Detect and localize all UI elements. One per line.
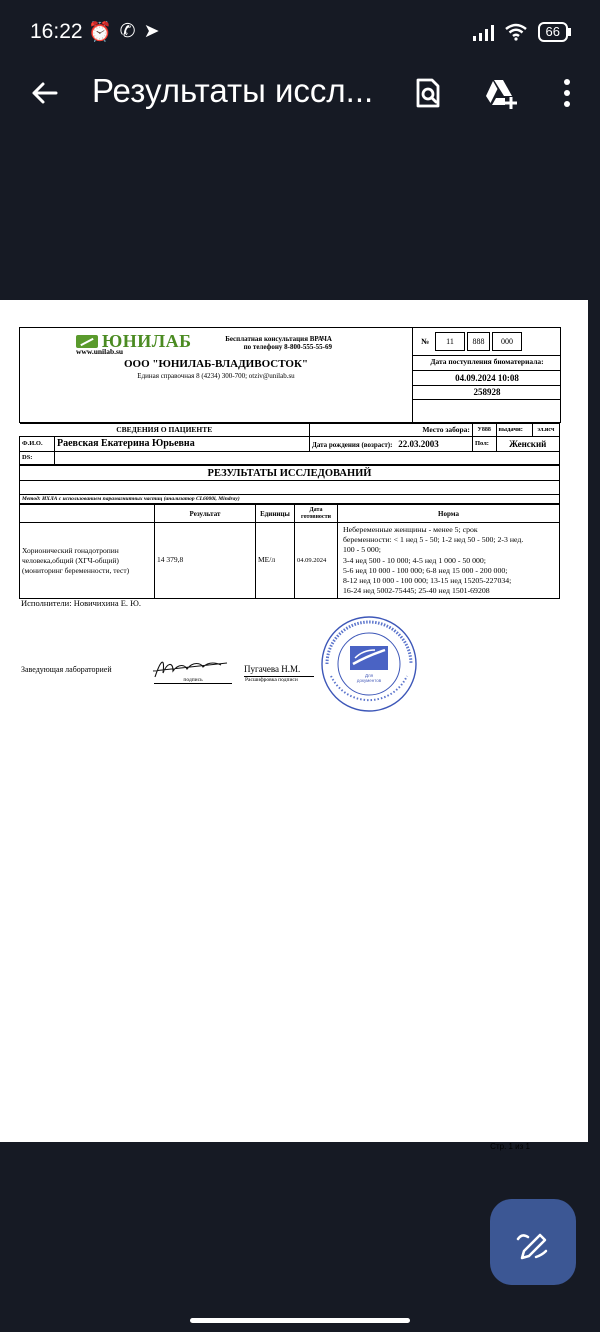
test-result: 14 379,8 [155,523,256,599]
performers: Исполнители: Новичихина Е. Ю. [21,598,142,608]
consult-line-2: по телефону 8-800-555-55-69 [243,343,332,352]
norm-line: беременности: < 1 нед 5 - 50; 1-2 нед 50 - 500; 2-3 нед. [343,535,524,545]
method-line: Метод: ИХЛА с использованием парамагнитных частиц (анализатор CL6000i, Mindray) [19,495,560,504]
norm-line: 16-24 нед 5002-75445; 25-40 нед 1501-69208 [343,585,490,595]
col-ready-line1: Дата [309,507,323,513]
document-page [0,300,588,1151]
place-label: Место забора: [310,424,473,437]
more-options-icon[interactable] [550,76,584,110]
wifi-icon [504,23,528,41]
website: www.unilab.su [76,347,124,356]
norm-line: 8-12 нед 10 000 - 100 000; 13-15 нед 15205-227034; [343,575,512,585]
alarm-icon: ⏰ [88,22,112,43]
signer-caption: Расшифровка подписи [245,677,298,683]
col-ready [295,505,338,523]
consult-info [206,335,332,351]
telegram-icon: ➤ [143,21,160,42]
col-ready-line2: готовности [301,513,331,520]
received-label: Дата поступления биоматериала: [430,357,544,366]
clock: 16:22 [30,20,83,43]
head-lab-label: Заведующая лабораторией [21,665,112,674]
dob-value: 22.03.2003 [398,438,439,449]
test-date: 04.09.2024 [295,523,338,599]
signer-name: Пугачева Н.М. [244,664,301,674]
test-norm [338,523,560,599]
sample-barcode: 258928 [413,385,561,400]
results-title: РЕЗУЛЬТАТЫ ИССЛЕДОВАНИЙ [19,465,560,481]
table-row [20,523,560,599]
notification-icons [88,20,160,44]
svg-text:документов: документов [356,678,382,683]
norm-line: 5-6 нед 10 000 - 100 000; 6-8 нед 15 000 - 200 000; [343,565,508,575]
phone-line: Единая справочная 8 (4234) 300-700; otziv@unilab.su [137,372,295,380]
consult-line-1: Бесплатная консультация ВРАЧА [225,335,332,343]
sex-value: Женский [496,437,560,452]
test-name: Хорионический гонадотропин человека,общий (ХГЧ-общий) (мониторинг беременности, тест) [20,523,155,599]
results-table [19,504,560,599]
find-in-document-icon[interactable] [411,76,445,110]
page-number: Стр. 1 из 1 [490,1142,530,1151]
col-result: Результат [155,505,256,523]
org-name: ООО "ЮНИЛАБ-ВЛАДИВОСТОК" [123,358,309,370]
issue-label: выдачи: [496,424,532,437]
patient-table [19,423,560,465]
document-title: Результаты иссл... [92,72,374,109]
col-test [20,505,155,523]
fio-value: Раевская Екатерина Юрьевна [55,437,310,452]
test-units: МЕ/л [256,523,295,599]
received-date: 04.09.2024 10:08 [413,370,561,386]
order-number-1: 11 [435,332,465,351]
signature-caption: подпись [183,677,203,683]
fio-label: Ф.И.О. [20,437,55,452]
signal-icon [473,23,494,41]
blank-row [19,481,560,495]
number-label: № [421,337,430,346]
norm-line: 100 - 5 000; [343,545,381,555]
col-units: Единицы [256,505,295,523]
order-info [412,327,561,423]
ds-value [55,451,560,464]
ds-label: DS: [20,451,55,464]
norm-line: Небеременные женщины - менее 5; срок [343,525,478,535]
phone-icon: ✆ [119,21,136,42]
home-indicator[interactable] [190,1318,410,1323]
sex-label: Пол: [472,437,496,452]
dob-label: Дата рождения (возраст): [312,440,393,449]
dob-cell [310,437,473,452]
add-to-drive-icon[interactable] [484,76,518,110]
svg-text:Для: Для [364,673,374,678]
logo-text: ЮНИЛАБ [102,331,192,351]
battery-icon: 66 [538,22,568,42]
order-number-3: 000 [492,332,522,351]
issue-value: эл.иcч [532,424,559,437]
edit-pen-icon [490,1199,576,1285]
lab-info [20,327,412,424]
edit-fab-button[interactable] [490,1199,576,1285]
order-number-row [413,328,561,356]
order-number-2: 888 [467,332,490,351]
report-header [19,327,560,423]
logo-leaf-icon [76,335,98,348]
norm-line: 3-4 нед 500 - 10 000; 4-5 нед 1 000 - 50 000; [343,555,486,565]
status-bar [0,0,600,66]
col-norm: Норма [338,505,560,523]
back-arrow-icon[interactable] [28,76,62,110]
seal-stamp [319,614,419,714]
patient-info-heading: СВЕДЕНИЯ О ПАЦИЕНТЕ [20,424,310,437]
place-value: У888 [472,424,496,437]
app-toolbar [0,66,600,126]
